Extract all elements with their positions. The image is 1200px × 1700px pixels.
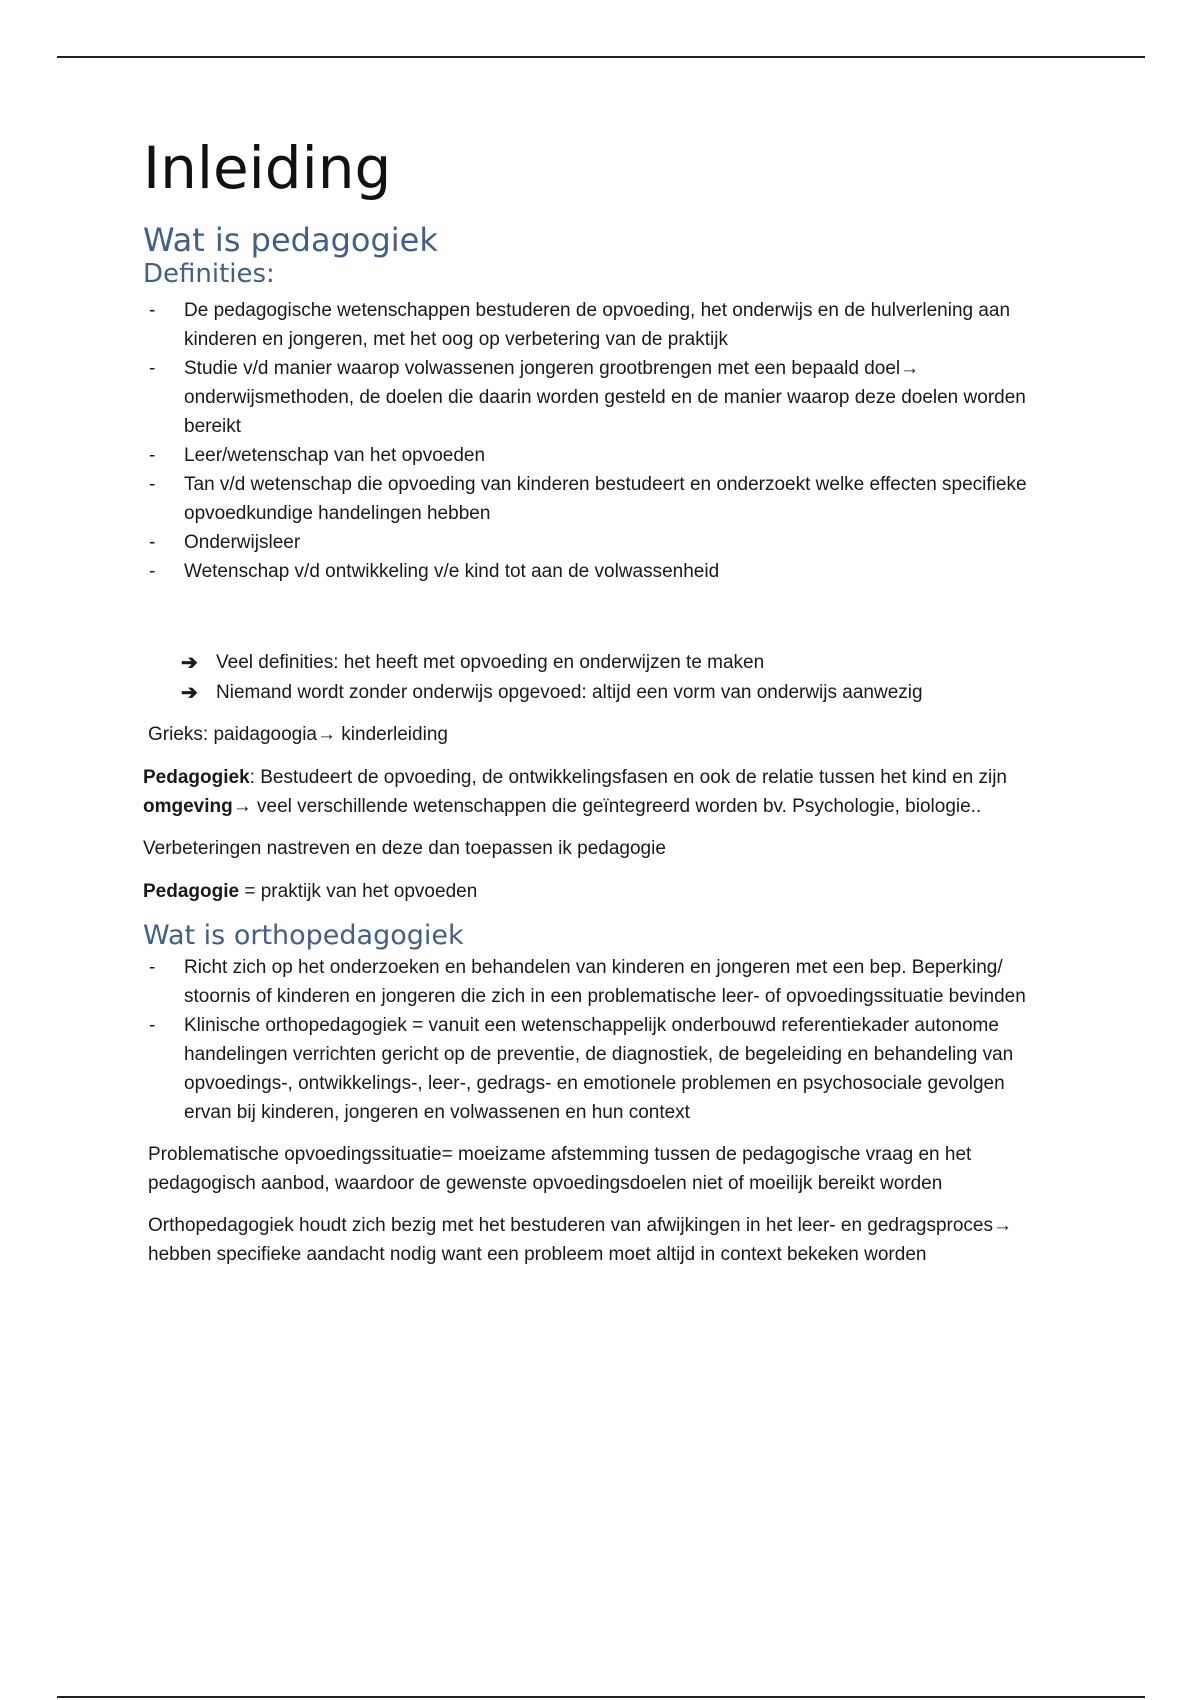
- list-item: [181, 648, 1043, 678]
- section-heading-orthopedagogiek: Wat is orthopedagogiek: [143, 920, 464, 952]
- pedagogie-paragraph: [143, 877, 1043, 906]
- list-item: - Studie v/d manier waarop volwassenen jongeren grootbrengen met een bepaald doel→ onderwijsmethoden, de doelen die daarin worden gesteld en de manier waarop deze doelen worden bereikt: [184, 354, 1043, 441]
- conclusion-text: Veel definities: het heeft met opvoeding en onderwijzen te maken: [216, 652, 765, 674]
- page-title: Inleiding: [143, 134, 392, 202]
- term-omgeving: omgeving: [143, 796, 233, 818]
- list-item: - Klinische orthopedagogiek = vanuit een wetenschappelijk onderbouwd referentiekader autonome handelingen verrichten gericht op de preventie, de diagnostiek, de begeleiding en behandeling van opvoedings-, ontwikkelings-, leer-, gedrags- en emotionele problemen en psychosociale gevolgen ervan bij kinderen, jongeren en volwassenen en hun context: [184, 1011, 1043, 1127]
- list-item: - Richt zich op het onderzoeken en behandelen van kinderen en jongeren met een bep. Beperking/ stoornis of kinderen en jongeren die zich in een problematische leer- of opvoedingssituatie bevinden: [184, 953, 1043, 1011]
- verbeteringen-paragraph: Verbeteringen nastreven en deze dan toepassen ik pedagogie: [143, 838, 666, 860]
- list-item: - Wetenschap v/d ontwikkeling v/e kind tot aan de volwassenheid: [184, 557, 1043, 586]
- pedagogie-text: = praktijk van het opvoeden: [239, 881, 478, 903]
- arrow-icon: ➔: [181, 652, 198, 675]
- header-rule: [57, 56, 1145, 58]
- pedagogiek-paragraph: [143, 763, 1043, 821]
- list-item: - Tan v/d wetenschap die opvoeding van kinderen bestudeert en onderzoekt welke effecten specifieke opvoedkundige handelingen hebben: [184, 470, 1043, 528]
- list-item: - Onderwijsleer: [184, 528, 1043, 557]
- conclusions-list: [143, 648, 1043, 708]
- list-item: [181, 678, 1043, 708]
- pedagogiek-text-continued: → veel verschillende wetenschappen die geïntegreerd worden bv. Psychologie, biologie..: [232, 796, 982, 818]
- document-body: [143, 134, 1043, 1269]
- term-pedagogiek: Pedagogiek: [143, 767, 250, 789]
- footer-rule: [57, 1696, 1145, 1698]
- subheading-definities: Definities:: [143, 259, 275, 290]
- definitions-list: [143, 296, 1043, 586]
- arrow-icon: ➔: [181, 682, 198, 705]
- problematisch-paragraph: Problematische opvoedingssituatie= moeizame afstemming tussen de pedagogische vraag en het pedagogisch aanbod, waardoor de gewenste opvoedingsdoelen niet of moeilijk bereikt worden: [148, 1143, 972, 1194]
- term-pedagogie: Pedagogie: [143, 881, 240, 903]
- pedagogiek-text: : Bestudeert de opvoeding, de ontwikkelingsfasen en ook de relatie tussen het kind en zijn: [249, 767, 1007, 789]
- orthopedagogiek-list: [143, 953, 1043, 1127]
- list-item: - Leer/wetenschap van het opvoeden: [184, 441, 1043, 470]
- section-heading-pedagogiek: Wat is pedagogiek: [143, 220, 438, 259]
- conclusion-text: Niemand wordt zonder onderwijs opgevoed: altijd een vorm van onderwijs aanwezig: [216, 682, 923, 704]
- grieks-paragraph: Grieks: paidagoogia→ kinderleiding: [148, 724, 448, 746]
- list-item: - De pedagogische wetenschappen bestuderen de opvoeding, het onderwijs en de hulverlening aan kinderen en jongeren, met het oog op verbetering van de praktijk: [184, 296, 1043, 354]
- orthopedagogiek-paragraph: Orthopedagogiek houdt zich bezig met het bestuderen van afwijkingen in het leer- en gedragsproces→ hebben specifieke aandacht nodig want een probleem moet altijd in context bekeken worden: [148, 1214, 1012, 1265]
